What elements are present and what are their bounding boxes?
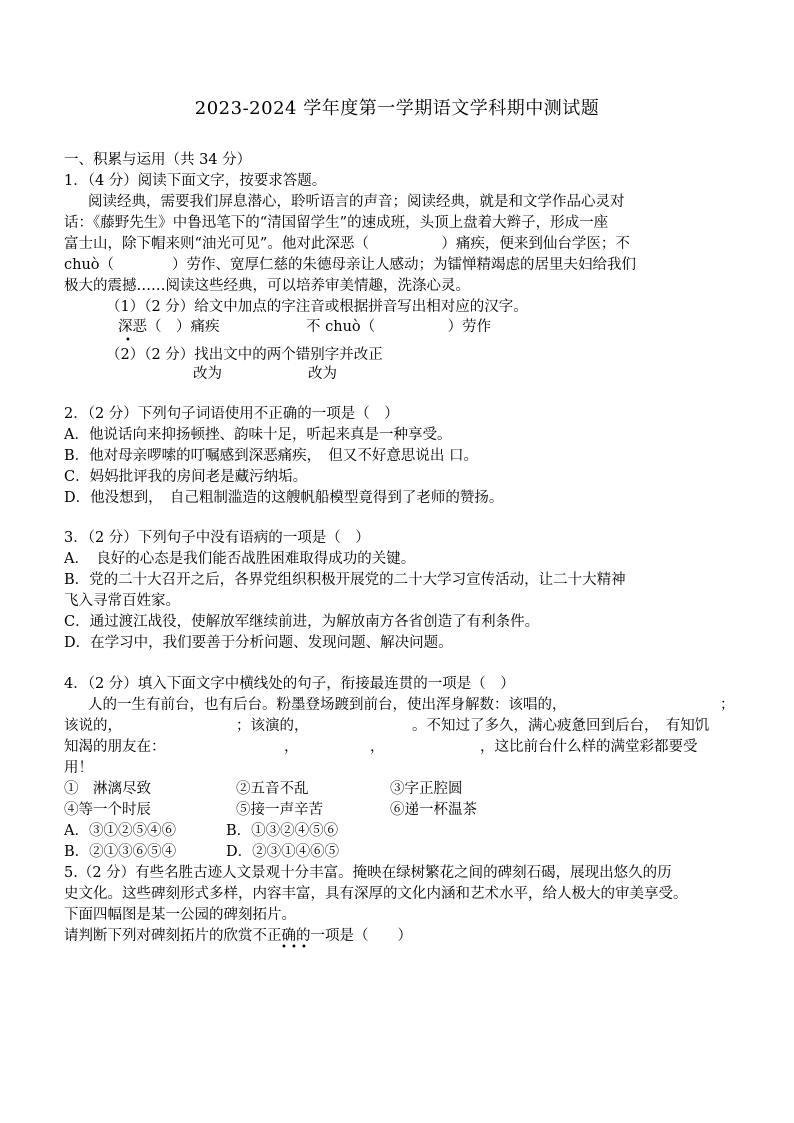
q4-sentence-5: ⑤接一声辛苦 xyxy=(236,802,323,818)
q1-sub2-answer-b: 改为 xyxy=(308,366,337,382)
q3-option-b: B．党的二十大召开之后，各界党组织积极开展党的二十大学习宣传活动，让二十大精神 xyxy=(64,572,626,588)
q1-passage-line-2: 话：《藤野先生》中鲁迅笔下的“清国留学生”的速成班，头顶上盘着大辫子，形成一座 xyxy=(64,215,609,231)
q5-question: 请判断下列对碑刻拓片的欣赏不正确的一项是（ ） xyxy=(64,928,412,944)
q2-option-c: C．妈妈批评我的房间老是藏污纳垢。 xyxy=(64,469,308,485)
page-title: 2023-2024 学年度第一学期语文学科期中测试题 xyxy=(194,98,600,119)
q4-sentence-3: ③字正腔圆 xyxy=(390,781,463,797)
q1-stem: 1．（4 分）阅读下面文字，按要求答题。 xyxy=(64,173,327,189)
section-heading: 一、积累与运用（共 34 分） xyxy=(64,152,252,168)
q4-passage-line-3a: 知渴的朋友在： xyxy=(64,739,166,755)
q3-option-a: A． 良好的心态是我们能否战胜困难取得成功的关键。 xyxy=(64,551,416,567)
emphasis-dot: • xyxy=(291,942,297,953)
q4-stem: 4．（2 分）填入下面文字中横线处的句子，衔接最连贯的一项是（ ） xyxy=(64,676,515,692)
q2-option-d: D．他没想到， 自己粗制滥造的这艘帆船模型竟得到了老师的赞扬。 xyxy=(64,490,504,506)
q4-sentence-4: ④等一个时辰 xyxy=(64,802,151,818)
emphasis-dot: • xyxy=(301,942,307,953)
q4-choice-b: B．①③②④⑤⑥ xyxy=(226,823,339,839)
q1-passage-line-4: chuò（ ）劳作、宽厚仁慈的朱德母亲让人感动；为镭惮精竭虑的居里夫妇给我们 xyxy=(64,257,637,273)
q5-passage-line-3: 下面四幅图是某一公园的碑刻拓片。 xyxy=(64,907,296,923)
emphasis-dot: • xyxy=(125,335,131,346)
q1-sub2-answer-a: 改为 xyxy=(193,366,222,382)
emphasis-dot: • xyxy=(281,942,287,953)
q5-passage-line-2: 史文化。这些碑刻形式多样，内容丰富，具有深厚的文化内涵和艺术水平，给人极大的审美享受。 xyxy=(64,886,688,902)
q4-passage-line-2c: 。不知过了多久，满心疲惫回到后台， 有知饥 xyxy=(412,718,710,734)
q2-stem: 2．（2 分）下列句子词语使用不正确的一项是（ ） xyxy=(64,406,399,422)
q2-option-b: B．他对母亲啰嗦的叮嘱感到深恶痛疾， 但又不好意思说出 口。 xyxy=(64,448,479,464)
q4-choice-c: B．②①③⑥⑤④ xyxy=(64,844,177,860)
q4-sentence-2: ②五音不乱 xyxy=(236,781,309,797)
q1-passage-line-3: 富士山，除下帽来则“油光可见”。他对此深恶（ ）痛疾，便来到仙台学医；不 xyxy=(64,236,630,252)
q1-passage-line-5: 极大的震撼……阅读这些经典，可以培养审美情趣，洗涤心灵。 xyxy=(64,278,470,294)
q4-sentence-6: ⑥递一杯温茶 xyxy=(390,802,477,818)
q4-passage-line-2a: 该说的， xyxy=(64,718,122,734)
q4-choice-d: D．②③①④⑥⑤ xyxy=(226,844,340,860)
q1-sub1-item-a: 深恶（ ）痛疾 xyxy=(118,319,220,335)
q3-stem: 3．（2 分）下列句子中没有语病的一项是（ ） xyxy=(64,530,370,546)
q1-sub1: （1）（2 分）给文中加点的字注音或根据拼音写出相对应的汉字。 xyxy=(106,299,528,315)
q4-passage-line-3b: ， xyxy=(284,739,299,755)
q1-passage-line-1: 阅读经典，需要我们屏息潜心，聆听语言的声音；阅读经典，就是和文学作品心灵对 xyxy=(88,194,625,210)
q3-option-b-cont: 飞入寻常百姓家。 xyxy=(64,593,180,609)
q2-option-a: A．他说话向来抑扬顿挫、韵味十足，听起来真是一种享受。 xyxy=(64,427,452,443)
q3-option-c: C．通过渡江战役，使解放军继续前进，为解放南方各省创造了有利条件。 xyxy=(64,614,540,630)
q4-passage-line-1-end: ； xyxy=(720,697,735,713)
q5-passage-line-1: 5.（2 分）有些名胜古迹人文景观十分丰富。掩映在绿树繁花之间的碑刻石碣，展现出悠久的历 xyxy=(64,865,672,881)
q3-option-d: D．在学习中，我们要善于分析问题、发现问题、解决问题。 xyxy=(64,635,453,651)
q4-passage-line-2b: ；该演的， xyxy=(236,718,309,734)
q4-choice-a: A．③①②⑤④⑥ xyxy=(64,823,176,839)
q1-sub1-item-b: 不 chuò（ ）劳作 xyxy=(306,319,492,335)
q4-passage-line-3c: ， xyxy=(370,739,385,755)
q4-passage-line-3d: ，这比前台什么样的满堂彩都要受 xyxy=(480,739,698,755)
q4-passage-line-4: 用！ xyxy=(64,760,93,776)
q1-sub2: （2）（2 分）找出文中的两个错别字并改正 xyxy=(106,347,383,363)
q4-sentence-1: ① 淋漓尽致 xyxy=(64,781,151,797)
q4-passage-line-1: 人的一生有前台，也有后台。粉墨登场踱到前台，使出浑身解数：该唱的， xyxy=(88,697,567,713)
